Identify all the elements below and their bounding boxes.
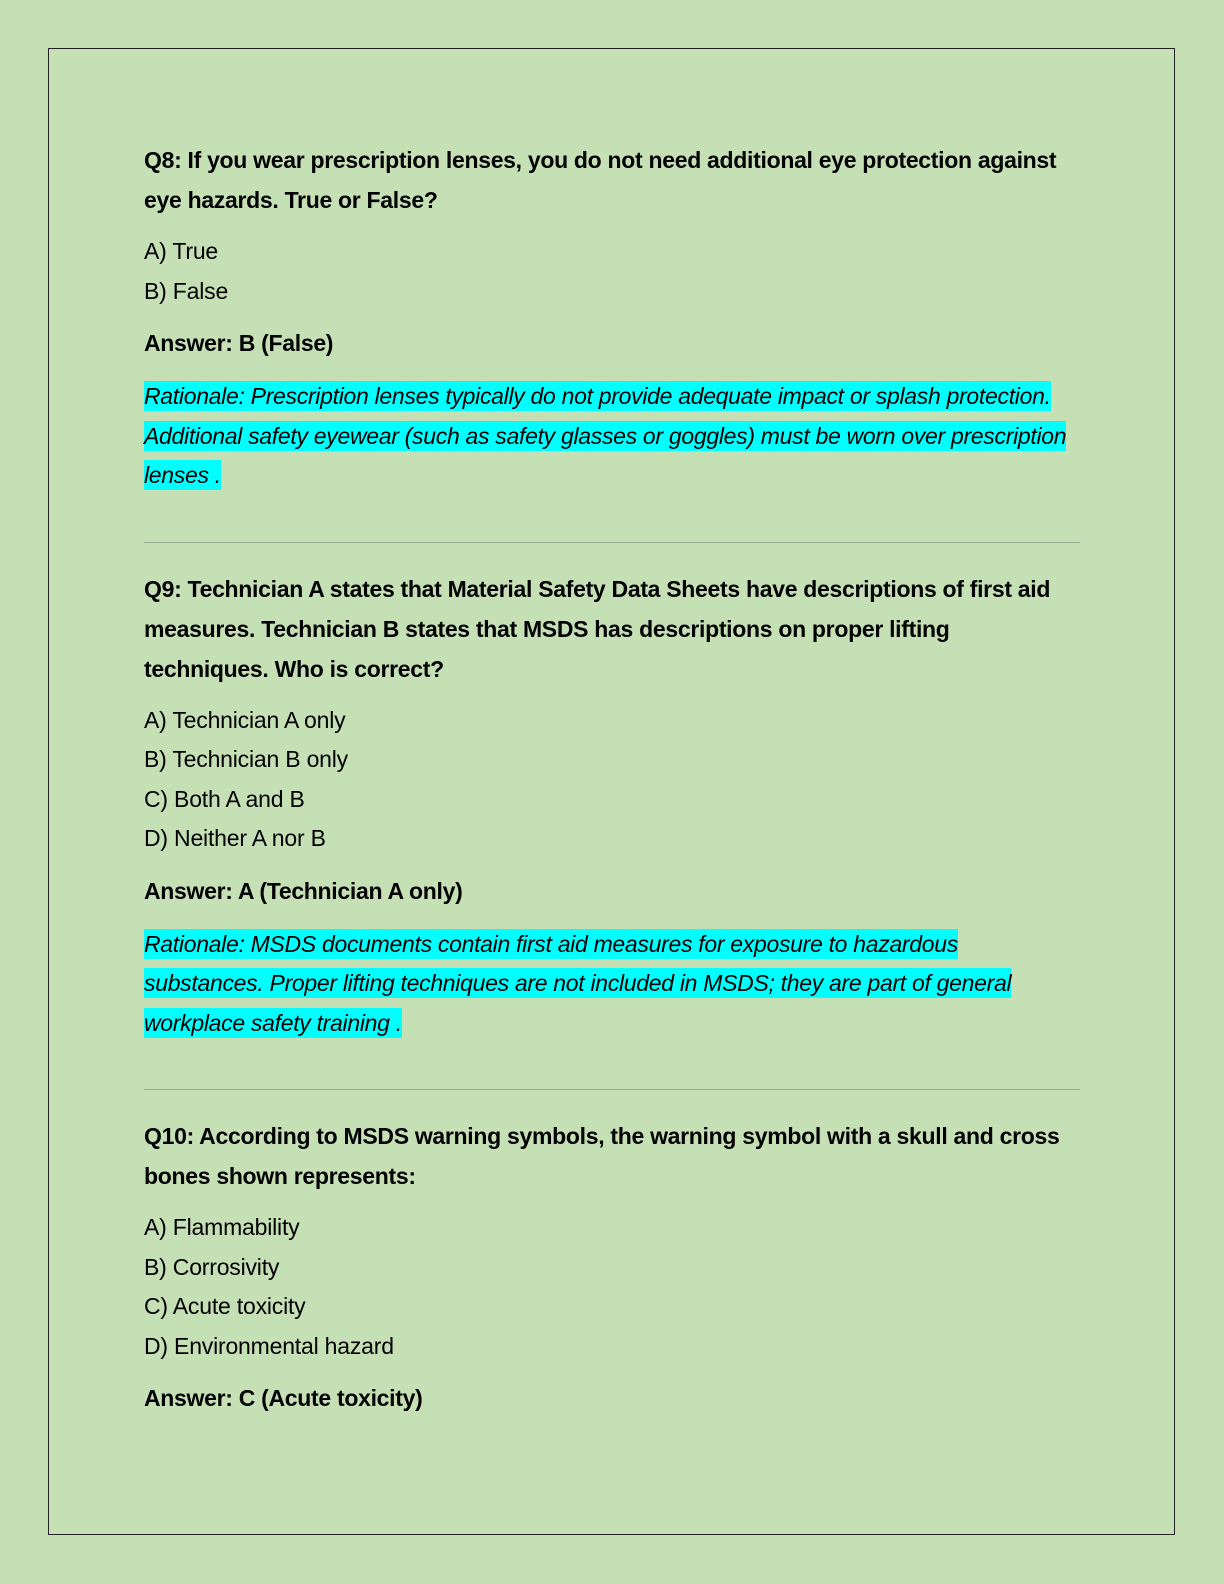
section-divider	[144, 542, 1080, 543]
question-text: Q9: Technician A states that Material Safety Data Sheets have descriptions of first aid measures. Technician B states that MSDS has descriptions on proper lifting techniques. Who is correct?	[144, 575, 1051, 682]
rationale-text	[144, 377, 1080, 496]
option-item: A) Technician A only	[144, 706, 346, 733]
answer-text: Answer: C (Acute toxicity)	[144, 1385, 423, 1411]
quiz-content	[144, 140, 1080, 1432]
question-block-q9	[144, 569, 1080, 1044]
option-item: B) Technician B only	[144, 746, 348, 772]
rationale-highlight: Rationale: MSDS documents contain first aid measures for exposure to hazardous substances. Proper lifting techniques are not included in MSDS; they are part of general workplace safety training .	[144, 930, 1012, 1036]
option-list	[144, 232, 1080, 311]
option-list	[144, 1208, 1080, 1366]
option-item: C) Both A and B	[144, 785, 305, 812]
option-list	[144, 701, 1080, 859]
question-block-q10	[144, 1116, 1080, 1418]
rationale-text	[144, 925, 1080, 1044]
question-text: Q10: According to MSDS warning symbols, the warning symbol with a skull and cross bones shown represents:	[144, 1123, 1060, 1189]
option-item: D) Neither A nor B	[144, 825, 326, 851]
option-item: D) Environmental hazard	[144, 1332, 394, 1359]
option-item: A) Flammability	[144, 1214, 300, 1240]
option-item: B) False	[144, 277, 229, 304]
answer-text: Answer: B (False)	[144, 330, 334, 356]
answer-text: Answer: A (Technician A only)	[144, 877, 463, 904]
question-text: Q8: If you wear prescription lenses, you do not need additional eye protection against eye hazards. True or False?	[144, 147, 1057, 213]
option-item: A) True	[144, 238, 219, 264]
rationale-highlight: Rationale: Prescription lenses typically do not provide adequate impact or splash protection. Additional safety eyewear (such as safety glasses or goggles) must be worn over prescription lenses .	[144, 383, 1067, 488]
question-block-q8	[144, 140, 1080, 496]
option-item: B) Corrosivity	[144, 1253, 280, 1280]
option-item: C) Acute toxicity	[144, 1293, 306, 1319]
section-divider	[144, 1089, 1080, 1090]
